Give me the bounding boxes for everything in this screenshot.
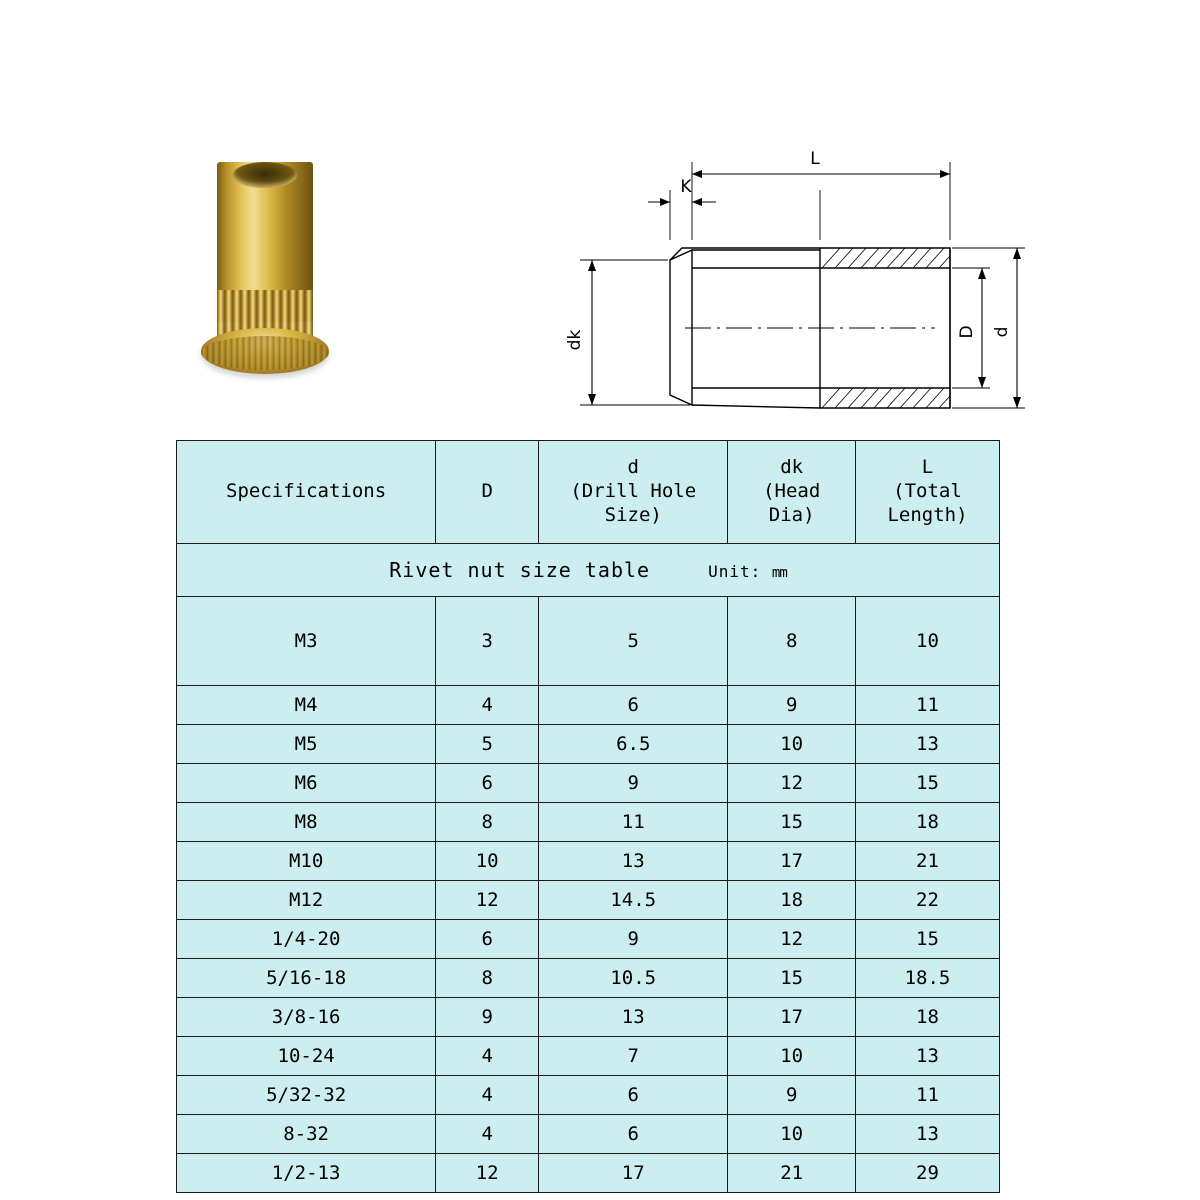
cell-head-dia: 12 — [728, 764, 856, 803]
cell-drill-hole-size: 9 — [539, 764, 728, 803]
table-title-row — [177, 544, 1000, 597]
column-header-head-dia-symbol: dk — [780, 456, 804, 479]
column-header-total-length — [855, 441, 999, 544]
table-row — [177, 764, 1000, 803]
table-row — [177, 1076, 1000, 1115]
cell-total-length: 13 — [855, 1037, 999, 1076]
cell-total-length: 11 — [855, 686, 999, 725]
cell-head-dia: 9 — [728, 1076, 856, 1115]
column-header-drill-hole-symbol: d — [627, 456, 639, 479]
cell-drill-hole-size: 13 — [539, 998, 728, 1037]
cell-head-dia: 12 — [728, 920, 856, 959]
cell-d-major: 6 — [436, 920, 539, 959]
cell-drill-hole-size: 6.5 — [539, 725, 728, 764]
cell-head-dia: 10 — [728, 1037, 856, 1076]
table-row — [177, 920, 1000, 959]
cell-drill-hole-size: 6 — [539, 1076, 728, 1115]
cell-d-major: 4 — [436, 1115, 539, 1154]
cell-drill-hole-size: 14.5 — [539, 881, 728, 920]
cell-specification: 8-32 — [177, 1115, 436, 1154]
table-row — [177, 1037, 1000, 1076]
cell-d-major: 12 — [436, 881, 539, 920]
cell-head-dia: 8 — [728, 597, 856, 686]
cell-d-major: 3 — [436, 597, 539, 686]
table-row — [177, 1154, 1000, 1193]
table-row — [177, 881, 1000, 920]
column-header-specifications: Specifications — [177, 441, 436, 544]
column-header-head-dia — [728, 441, 856, 544]
cell-total-length: 13 — [855, 1115, 999, 1154]
cell-total-length: 21 — [855, 842, 999, 881]
table-row — [177, 842, 1000, 881]
cell-specification: 5/32-32 — [177, 1076, 436, 1115]
cell-drill-hole-size: 7 — [539, 1037, 728, 1076]
column-header-head-dia-line1: (Head — [763, 480, 821, 503]
cell-specification: 10-24 — [177, 1037, 436, 1076]
dim-label-K: K — [680, 177, 692, 197]
table-title: Rivet nut size table — [389, 558, 651, 582]
technical-drawing — [520, 140, 1040, 420]
cell-specification: 5/16-18 — [177, 959, 436, 998]
cell-d-major: 8 — [436, 803, 539, 842]
table-row — [177, 1115, 1000, 1154]
cell-d-major: 4 — [436, 1037, 539, 1076]
cell-d-major: 12 — [436, 1154, 539, 1193]
cell-drill-hole-size: 17 — [539, 1154, 728, 1193]
column-header-head-dia-line2: Dia) — [768, 503, 815, 526]
cell-specification: M8 — [177, 803, 436, 842]
unit-label: Unit: — [708, 562, 762, 581]
cell-specification: M4 — [177, 686, 436, 725]
dim-label-d: d — [992, 326, 1012, 338]
cell-total-length: 15 — [855, 764, 999, 803]
cell-drill-hole-size: 5 — [539, 597, 728, 686]
column-header-total-length-symbol: L — [921, 456, 934, 479]
cell-specification: 1/4-20 — [177, 920, 436, 959]
rivet-nut-size-table-container — [176, 440, 1000, 1193]
column-header-total-length-line2: Length) — [887, 503, 968, 526]
cell-total-length: 13 — [855, 725, 999, 764]
cell-total-length: 10 — [855, 597, 999, 686]
cell-total-length: 18 — [855, 998, 999, 1037]
cell-drill-hole-size: 9 — [539, 920, 728, 959]
cell-total-length: 15 — [855, 920, 999, 959]
cell-drill-hole-size: 11 — [539, 803, 728, 842]
column-header-drill-hole-line1: (Drill Hole — [570, 480, 697, 503]
table-row — [177, 803, 1000, 842]
cell-head-dia: 15 — [728, 959, 856, 998]
cell-total-length: 29 — [855, 1154, 999, 1193]
cell-specification: M5 — [177, 725, 436, 764]
column-header-d-major: D — [436, 441, 539, 544]
cell-head-dia: 10 — [728, 725, 856, 764]
cell-head-dia: 17 — [728, 842, 856, 881]
cell-specification: M6 — [177, 764, 436, 803]
cell-d-major: 4 — [436, 686, 539, 725]
cell-d-major: 8 — [436, 959, 539, 998]
table-header-row — [177, 441, 1000, 544]
cell-head-dia: 21 — [728, 1154, 856, 1193]
table-row — [177, 959, 1000, 998]
cell-drill-hole-size: 6 — [539, 1115, 728, 1154]
cell-total-length: 18 — [855, 803, 999, 842]
table-row — [177, 998, 1000, 1037]
dim-label-dk: dk — [565, 329, 585, 351]
cell-d-major: 10 — [436, 842, 539, 881]
cell-head-dia: 9 — [728, 686, 856, 725]
cell-d-major: 6 — [436, 764, 539, 803]
table-row — [177, 725, 1000, 764]
rivet-nut-photo — [175, 140, 355, 400]
unit-value: mm — [771, 565, 787, 581]
cell-head-dia: 15 — [728, 803, 856, 842]
cell-drill-hole-size: 6 — [539, 686, 728, 725]
rivet-nut-thread-bore — [233, 162, 297, 188]
cell-head-dia: 17 — [728, 998, 856, 1037]
cell-drill-hole-size: 13 — [539, 842, 728, 881]
table-row — [177, 597, 1000, 686]
cell-specification: M12 — [177, 881, 436, 920]
cell-specification: 1/2-13 — [177, 1154, 436, 1193]
dim-label-D: D — [957, 325, 977, 339]
table-title-cell — [177, 544, 1000, 597]
cell-total-length: 18.5 — [855, 959, 999, 998]
cell-specification: 3/8-16 — [177, 998, 436, 1037]
column-header-total-length-line1: (Total — [893, 480, 962, 503]
cell-d-major: 4 — [436, 1076, 539, 1115]
column-header-drill-hole-line2: Size) — [604, 503, 662, 526]
cell-specification: M3 — [177, 597, 436, 686]
rivet-nut-size-table — [176, 440, 1000, 1193]
cell-head-dia: 18 — [728, 881, 856, 920]
cell-total-length: 11 — [855, 1076, 999, 1115]
cell-total-length: 22 — [855, 881, 999, 920]
cell-specification: M10 — [177, 842, 436, 881]
cell-drill-hole-size: 10.5 — [539, 959, 728, 998]
column-header-drill-hole-size — [539, 441, 728, 544]
cell-d-major: 9 — [436, 998, 539, 1037]
cell-d-major: 5 — [436, 725, 539, 764]
rivet-nut-flange-serrations — [201, 336, 329, 370]
table-body — [177, 597, 1000, 1193]
cross-section-svg — [520, 140, 1040, 420]
cell-head-dia: 10 — [728, 1115, 856, 1154]
dim-label-L: L — [810, 149, 820, 169]
table-row — [177, 686, 1000, 725]
